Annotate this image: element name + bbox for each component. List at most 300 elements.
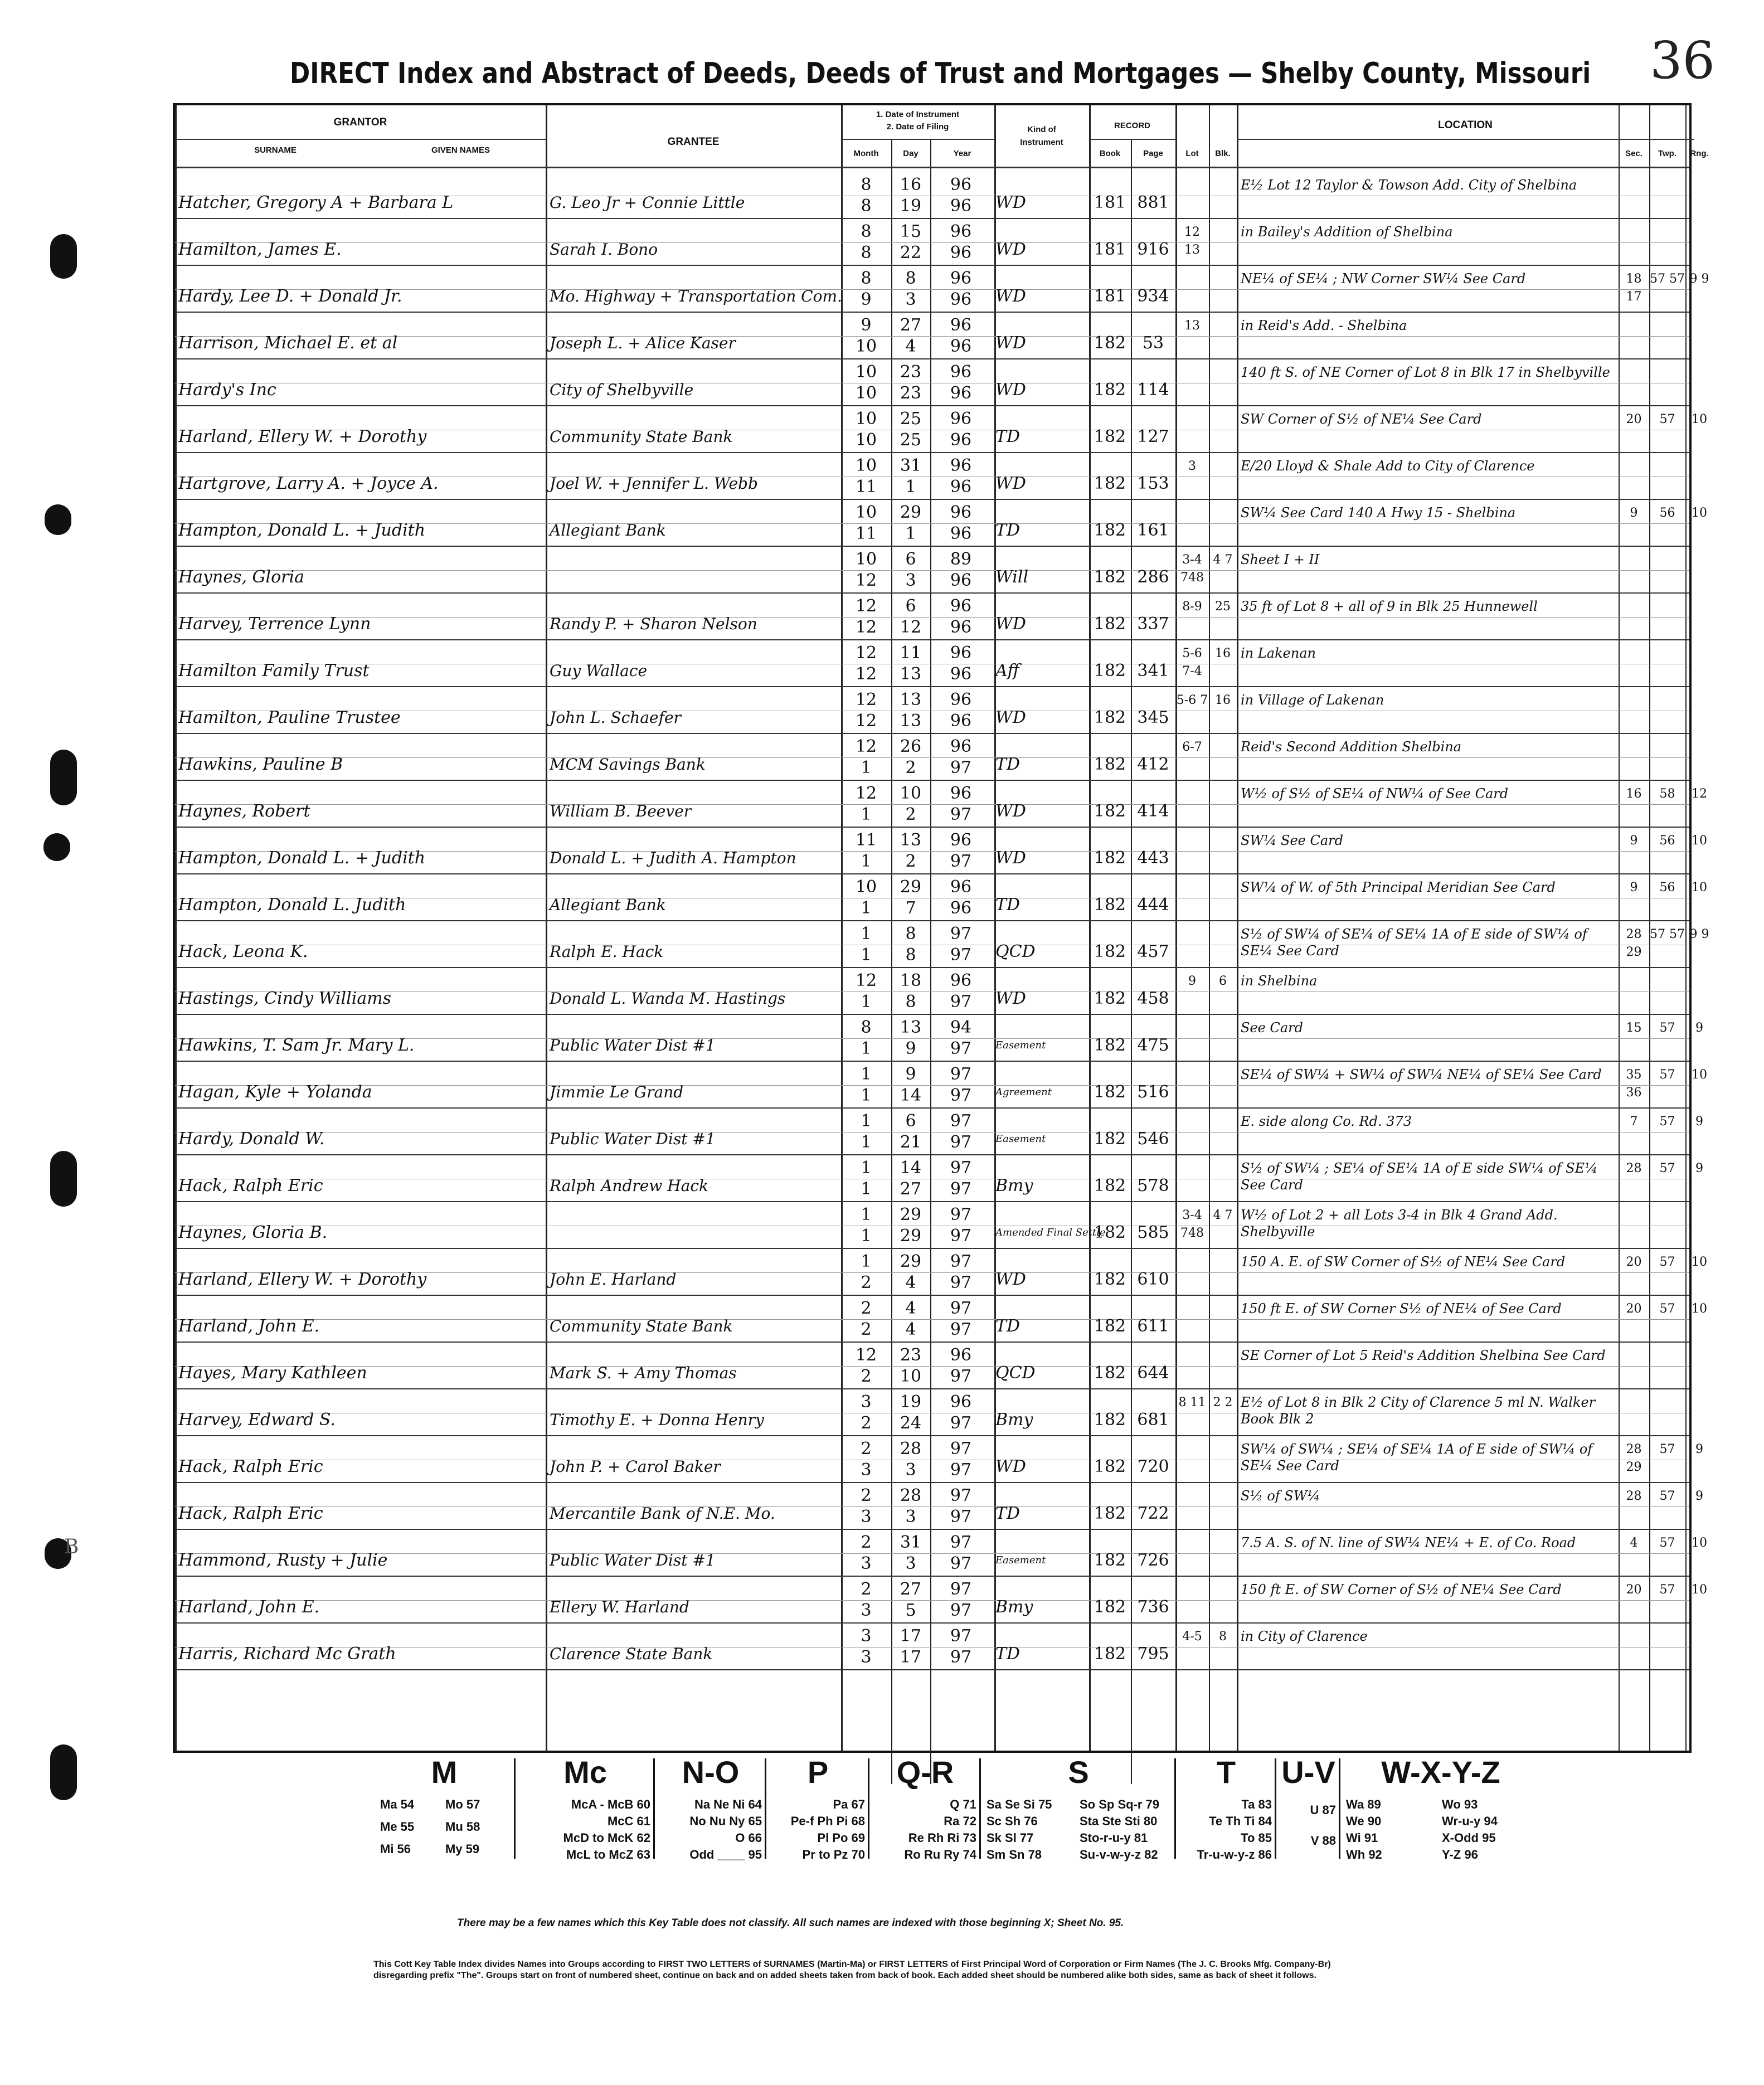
cell-d2: 3: [905, 290, 916, 309]
cell-grantor: Harvey, Terrence Lynn: [178, 614, 371, 634]
cell-kind: WD: [995, 989, 1026, 1008]
cell-d2: 29: [900, 1226, 922, 1246]
cell-grantee: G. Leo Jr + Connie Little: [550, 193, 745, 212]
cell-m: 12: [855, 643, 877, 663]
table-row: [175, 594, 1689, 640]
cell-blk: 16: [1215, 647, 1231, 660]
cell-m: 1: [861, 1158, 872, 1178]
cell-loc: SW¼ See Card: [1241, 833, 1343, 848]
cell-y2: 96: [950, 898, 972, 918]
cell-grantee: Joseph L. + Alice Kaser: [550, 334, 736, 352]
table-row: [175, 1109, 1703, 1155]
cell-page: 578: [1137, 1176, 1169, 1195]
key-group-letter: Mc: [563, 1754, 607, 1790]
cell-m2: 1: [861, 898, 872, 918]
cell-book: 181: [1094, 193, 1126, 212]
cell-m: 12: [855, 1345, 877, 1365]
key-group-item: We 90: [1346, 1814, 1382, 1828]
cell-grantee: Donald L. Wanda M. Hastings: [550, 989, 786, 1008]
cell-kind: Aff: [995, 661, 1019, 681]
dates-header-1: 1. Date of Instrument: [876, 110, 960, 119]
cell-grantee: John P. + Carol Baker: [550, 1457, 721, 1476]
cell-loc: 150 A. E. of SW Corner of S½ of NE¼ See Card: [1241, 1254, 1566, 1270]
cell-twp: 57: [1659, 1536, 1675, 1550]
cell-m2: 2: [861, 1413, 872, 1433]
cell-sec: 9: [1630, 834, 1638, 848]
cell-grantee: Ralph E. Hack: [550, 942, 664, 961]
cell-grantee: Mo. Highway + Transportation Com.: [550, 287, 842, 305]
cell-lot: 8-9: [1182, 600, 1202, 614]
cell-grantee: Timothy E. + Donna Henry: [550, 1411, 764, 1429]
cell-book: 182: [1094, 1363, 1126, 1383]
cell-sec: 20: [1626, 412, 1642, 426]
cell-d: 10: [900, 784, 922, 803]
cell-d2: 3: [905, 1554, 916, 1573]
cell-d: 29: [900, 1205, 922, 1224]
cell-grantor: Haynes, Gloria: [178, 567, 304, 587]
cell-kind: WD: [995, 380, 1026, 400]
cell-y2: 97: [950, 1460, 972, 1480]
cell-rng: 10: [1692, 1583, 1707, 1597]
binder-hole: [50, 750, 77, 805]
cell-m2: 3: [861, 1554, 872, 1573]
key-group-item: Wa 89: [1346, 1797, 1381, 1811]
margin-note: B: [64, 1535, 79, 1558]
cell-d: 8: [905, 269, 916, 288]
cell-loc: E. side along Co. Rd. 373: [1241, 1114, 1412, 1129]
cell-m: 2: [861, 1439, 872, 1459]
cell-d2: 14: [900, 1086, 922, 1105]
cell-d: 16: [900, 175, 922, 195]
key-group-letter: S: [1068, 1754, 1089, 1790]
cell-d2: 3: [905, 1460, 916, 1480]
table-row: [175, 1062, 1707, 1109]
given-names-header: GIVEN NAMES: [431, 145, 490, 155]
table-row: [175, 734, 1689, 781]
cell-grantor: Hack, Ralph Eric: [178, 1457, 323, 1476]
cell-m2: 3: [861, 1460, 872, 1480]
cell-sec: 7: [1630, 1115, 1638, 1129]
cell-d2: 21: [900, 1133, 922, 1152]
cell-blk: 8: [1219, 1630, 1227, 1644]
cell-d2: 4: [905, 337, 916, 356]
cell-d2: 22: [900, 243, 922, 263]
cell-m: 12: [855, 737, 877, 756]
cell-page: 153: [1137, 474, 1169, 493]
key-group-item: Sc Sh 76: [987, 1814, 1038, 1828]
table-row: [175, 1343, 1689, 1389]
cell-rng: 10: [1692, 1255, 1707, 1269]
cell-book: 182: [1094, 989, 1126, 1008]
cell-d: 27: [900, 1579, 922, 1599]
cell-m2: 1: [861, 1086, 872, 1105]
cell-d2: 4: [905, 1320, 916, 1339]
cell-lot: 3-4 748: [1180, 553, 1204, 585]
cell-grantee: MCM Savings Bank: [550, 755, 706, 774]
cell-y2: 96: [950, 290, 972, 309]
cell-sec: 18 17: [1626, 272, 1642, 304]
key-group: [514, 1754, 655, 1862]
cell-sec: 20: [1626, 1255, 1642, 1269]
cell-book: 182: [1094, 1597, 1126, 1617]
cell-rng: 10: [1692, 881, 1707, 895]
key-group-item: Q 71: [950, 1797, 976, 1811]
cell-page: 610: [1137, 1270, 1169, 1289]
cell-page: 286: [1137, 567, 1169, 587]
cell-d2: 1: [905, 524, 916, 543]
cell-page: 644: [1137, 1363, 1169, 1383]
cell-loc: SW¼ of W. of 5th Principal Meridian See Card: [1241, 879, 1556, 895]
cell-d2: 24: [900, 1413, 922, 1433]
cell-m: 12: [855, 971, 877, 990]
cell-y: 96: [950, 877, 972, 897]
table-row: [175, 687, 1689, 734]
cell-grantor: Harland, John E.: [178, 1316, 320, 1336]
cell-y2: 97: [950, 1601, 972, 1620]
cell-m: 1: [861, 1205, 872, 1224]
cell-d2: 12: [900, 618, 922, 637]
cell-grantor: Hampton, Donald L. + Judith: [178, 521, 426, 540]
cell-twp: 57: [1659, 1442, 1675, 1456]
cell-m: 8: [861, 222, 872, 241]
cell-page: 546: [1137, 1129, 1169, 1149]
cell-d2: 23: [900, 383, 922, 403]
cell-book: 182: [1094, 474, 1126, 493]
cell-page: 722: [1137, 1504, 1169, 1523]
cell-grantor: Haynes, Robert: [178, 801, 310, 821]
table-row: [175, 1624, 1689, 1670]
cell-y2: 97: [950, 1554, 972, 1573]
cell-book: 182: [1094, 333, 1126, 353]
cell-d2: 27: [900, 1179, 922, 1199]
cell-sec: 16: [1626, 787, 1642, 801]
cell-m: 2: [861, 1299, 872, 1318]
cell-y: 96: [950, 1345, 972, 1365]
cell-loc: See Card: [1241, 1020, 1303, 1036]
cell-d2: 5: [905, 1601, 916, 1620]
cell-kind: TD: [995, 895, 1021, 915]
key-group-item: Ma 54: [380, 1797, 415, 1811]
cell-kind: WD: [995, 474, 1026, 493]
cell-grantor: Harvey, Edward S.: [178, 1410, 336, 1430]
table-row: [175, 921, 1709, 968]
cell-y2: 96: [950, 618, 972, 637]
cell-book: 182: [1094, 380, 1126, 400]
key-group-item: Pe-f Ph Pi 68: [790, 1814, 865, 1828]
cell-grantor: Hagan, Kyle + Yolanda: [178, 1082, 372, 1102]
cell-book: 182: [1094, 708, 1126, 727]
key-group: [1339, 1754, 1541, 1862]
blk-header: Blk.: [1215, 149, 1231, 158]
cell-blk: 6: [1219, 974, 1227, 988]
cell-lot: 12 13: [1184, 225, 1200, 257]
key-group-letter: Q-R: [896, 1754, 954, 1790]
cell-y: 96: [950, 596, 972, 616]
cell-blk: 2 2: [1213, 1396, 1233, 1410]
key-group: [979, 1754, 1176, 1862]
cell-grantor: Hampton, Donald L. Judith: [178, 895, 406, 915]
cell-page: 161: [1137, 521, 1169, 540]
key-group: [1275, 1754, 1340, 1859]
cell-d2: 8: [905, 992, 916, 1012]
cell-page: 457: [1137, 942, 1169, 961]
cell-m2: 1: [861, 1133, 872, 1152]
cell-m2: 3: [861, 1507, 872, 1527]
table-row: [175, 313, 1689, 359]
binder-hole: [50, 234, 77, 279]
cell-loc: E½ Lot 12 Taylor & Towson Add. City of Shelbina: [1241, 177, 1577, 193]
cell-d2: 25: [900, 430, 922, 450]
cell-kind: Bmy: [995, 1176, 1033, 1195]
table-row: [175, 1249, 1707, 1296]
table-row: [175, 1530, 1707, 1577]
cell-twp: 57: [1659, 1068, 1675, 1082]
cell-book: 182: [1094, 661, 1126, 681]
cell-sec: 9: [1630, 506, 1638, 520]
cell-y2: 96: [950, 524, 972, 543]
key-group-item: McD to McK 62: [563, 1831, 650, 1845]
cell-y2: 96: [950, 664, 972, 684]
cell-grantor: Hardy, Lee D. + Donald Jr.: [178, 286, 402, 306]
binder-hole: [43, 833, 70, 861]
cell-page: 726: [1137, 1551, 1169, 1570]
cell-kind: Bmy: [995, 1410, 1033, 1430]
day-header: Day: [903, 149, 919, 158]
cell-grantee: Ralph Andrew Hack: [550, 1177, 708, 1195]
cell-d2: 3: [905, 1507, 916, 1527]
cell-rng: 9 9: [1689, 272, 1709, 286]
cell-y: 97: [950, 1111, 972, 1131]
cell-lot: 4-5: [1182, 1630, 1202, 1644]
cell-d2: 17: [900, 1647, 922, 1667]
cell-y: 89: [950, 550, 972, 569]
cell-m2: 9: [861, 290, 872, 309]
cell-m2: 2: [861, 1320, 872, 1339]
key-group-item: V 88: [1310, 1834, 1336, 1848]
key-group-item: Pr to Pz 70: [802, 1848, 865, 1862]
key-group-item: Mo 57: [445, 1797, 480, 1811]
cell-grantor: Hamilton Family Trust: [178, 661, 370, 681]
cell-d: 23: [900, 362, 922, 382]
cell-lot: 3: [1188, 459, 1196, 473]
table-row: [175, 359, 1689, 406]
key-group-letter: U-V: [1281, 1754, 1335, 1790]
cell-grantor: Hastings, Cindy Williams: [178, 989, 392, 1008]
cell-d2: 4: [905, 1273, 916, 1292]
month-header: Month: [853, 149, 879, 158]
cell-rng: 9: [1695, 1489, 1703, 1503]
cell-m2: 1: [861, 945, 872, 965]
year-header: Year: [953, 149, 971, 158]
cell-y2: 97: [950, 1647, 972, 1667]
cell-rng: 10: [1692, 412, 1707, 426]
cell-twp: 57: [1659, 1489, 1675, 1503]
table-row: [175, 828, 1707, 874]
cell-m: 10: [855, 409, 877, 429]
cell-twp: 58: [1659, 787, 1675, 801]
cell-sec: 9: [1630, 881, 1638, 895]
cell-m2: 2: [861, 1273, 872, 1292]
table-row: [175, 781, 1707, 828]
cell-m2: 10: [855, 430, 877, 450]
key-group-letter: N-O: [682, 1754, 740, 1790]
key-group-item: Ro Ru Ry 74: [904, 1848, 976, 1862]
key-group-item: McL to McZ 63: [566, 1848, 650, 1862]
table-row: [175, 547, 1689, 594]
cell-sec: 20: [1626, 1302, 1642, 1316]
cell-loc: S½ of SW¼ ; SE¼ of SE¼ 1A of E side SW¼ of SE¼ See Card: [1241, 1160, 1598, 1193]
cell-kind: WD: [995, 286, 1026, 306]
cell-kind: WD: [995, 708, 1026, 727]
cell-y: 96: [950, 456, 972, 475]
cell-lot: 3-4 748: [1180, 1208, 1204, 1240]
cell-grantor: Harland, Ellery W. + Dorothy: [178, 427, 427, 446]
cell-grantee: Mercantile Bank of N.E. Mo.: [550, 1504, 775, 1523]
cell-grantee: Guy Wallace: [550, 662, 648, 680]
cell-y: 97: [950, 1299, 972, 1318]
table-row: [175, 1389, 1689, 1436]
cell-grantee: John L. Schaefer: [550, 708, 681, 727]
cell-d2: 8: [905, 945, 916, 965]
cell-d2: 13: [900, 664, 922, 684]
cell-kind: QCD: [995, 1363, 1036, 1383]
cell-book: 182: [1094, 1082, 1126, 1102]
cell-d2: 7: [905, 898, 916, 918]
cell-page: 414: [1137, 801, 1169, 821]
key-group-item: Ta 83: [1241, 1797, 1272, 1811]
cell-d: 23: [900, 1345, 922, 1365]
cell-loc: SW Corner of S½ of NE¼ See Card: [1241, 411, 1482, 427]
key-group-item: Te Th Ti 84: [1209, 1814, 1272, 1828]
cell-page: 736: [1137, 1597, 1169, 1617]
cell-grantor: Hayes, Mary Kathleen: [178, 1363, 367, 1383]
cell-grantee: Allegiant Bank: [550, 896, 666, 914]
cell-rng: 12: [1692, 787, 1707, 801]
cell-d: 8: [905, 924, 916, 944]
key-group-item: Wh 92: [1346, 1848, 1382, 1862]
cell-page: 412: [1137, 755, 1169, 774]
cell-d2: 9: [905, 1039, 916, 1058]
cell-blk: 4 7: [1213, 1208, 1233, 1222]
binder-hole: [45, 504, 71, 535]
cell-book: 181: [1094, 286, 1126, 306]
cell-m2: 12: [855, 571, 877, 590]
table-row: [175, 406, 1707, 453]
key-group: [868, 1754, 981, 1862]
cell-page: 341: [1137, 661, 1169, 681]
key-group-item: Sk Sl 77: [987, 1831, 1034, 1845]
cell-kind: TD: [995, 427, 1021, 446]
cell-d: 28: [900, 1486, 922, 1505]
cell-grantee: Donald L. + Judith A. Hampton: [550, 849, 796, 867]
table-row: [175, 219, 1689, 266]
cell-kind: Bmy: [995, 1597, 1033, 1617]
cell-page: 114: [1137, 380, 1169, 400]
key-group-item: My 59: [445, 1842, 480, 1856]
cell-page: 681: [1137, 1410, 1169, 1430]
cell-page: 934: [1137, 286, 1169, 306]
cell-lot: 9: [1188, 974, 1196, 988]
cell-grantee: Public Water Dist #1: [550, 1130, 716, 1148]
cell-page: 516: [1137, 1082, 1169, 1102]
cell-sec: 35 36: [1626, 1068, 1642, 1100]
cell-kind: Easement: [995, 1554, 1046, 1566]
cell-kind: QCD: [995, 942, 1036, 961]
cell-d: 31: [900, 456, 922, 475]
cell-m: 8: [861, 1018, 872, 1037]
rng-header: Rng.: [1690, 149, 1709, 158]
cell-m2: 8: [861, 196, 872, 216]
cell-m: 9: [861, 315, 872, 335]
grantor-header: GRANTOR: [333, 116, 387, 128]
cell-m2: 11: [855, 524, 877, 543]
cell-page: 53: [1142, 333, 1164, 353]
cell-kind: Easement: [995, 1133, 1046, 1145]
cell-m: 8: [861, 269, 872, 288]
cell-y2: 97: [950, 945, 972, 965]
cell-d: 19: [900, 1392, 922, 1412]
cell-m: 11: [855, 830, 877, 850]
cell-twp: 57: [1659, 1583, 1675, 1597]
footer-line-1: This Cott Key Table Index divides Names into Groups according to FIRST TWO LETTERS of SURNAMES (Martin-Ma) or FIRST LETTERS of First Principal Word of Corporation or Firm Names (The J. C. Brooks Mfg. Company-Br): [373, 1960, 1331, 1969]
cell-twp: 57: [1659, 1302, 1675, 1316]
cell-kind: TD: [995, 755, 1021, 774]
cell-book: 182: [1094, 1551, 1126, 1570]
key-group-item: Odd ____ 95: [689, 1848, 762, 1862]
cell-y: 96: [950, 175, 972, 195]
cell-y2: 97: [950, 1367, 972, 1386]
cell-sec: 28: [1626, 1161, 1642, 1175]
cell-sec: 20: [1626, 1583, 1642, 1597]
binder-hole: [50, 1744, 77, 1800]
cell-page: 443: [1137, 848, 1169, 868]
cell-loc: SW¼ See Card 140 A Hwy 15 - Shelbina: [1241, 505, 1516, 521]
key-group-item: U 87: [1310, 1803, 1336, 1817]
cell-kind: WD: [995, 848, 1026, 868]
cell-y2: 97: [950, 1086, 972, 1105]
key-group-item: Pa 67: [833, 1797, 865, 1811]
cell-m: 10: [855, 503, 877, 522]
cell-lot: 8 11: [1178, 1396, 1206, 1410]
cell-loc: Sheet I + II: [1241, 552, 1320, 567]
grantee-header: GRANTEE: [667, 136, 720, 148]
cell-y: 96: [950, 409, 972, 429]
cell-grantor: Hatcher, Gregory A + Barbara L: [178, 193, 454, 212]
sec-header: Sec.: [1625, 149, 1642, 158]
key-group-item: Re Rh Ri 73: [908, 1831, 976, 1845]
cell-book: 182: [1094, 1223, 1126, 1242]
cell-rng: 9: [1695, 1442, 1703, 1456]
cell-twp: 56: [1659, 834, 1675, 848]
ledger-table: [173, 103, 1709, 1753]
cell-kind: Will: [995, 567, 1029, 587]
cell-y2: 96: [950, 196, 972, 216]
cell-y: 96: [950, 737, 972, 756]
footer-text: [373, 1959, 1555, 1981]
cell-m: 12: [855, 690, 877, 709]
cell-kind: WD: [995, 1457, 1026, 1476]
cell-page: 444: [1137, 895, 1169, 915]
key-group-letter: P: [807, 1754, 829, 1790]
cell-lot: 6-7: [1182, 740, 1202, 754]
cell-loc: 150 ft E. of SW Corner S½ of NE¼ of See Card: [1241, 1301, 1562, 1316]
cell-d: 29: [900, 877, 922, 897]
cell-loc: in Shelbina: [1241, 973, 1318, 989]
cell-y2: 97: [950, 852, 972, 871]
cell-kind: WD: [995, 333, 1026, 353]
cell-loc: S½ of SW¼ of SE¼ of SE¼ 1A of E side of SW¼ of SE¼ See Card: [1241, 926, 1587, 959]
cell-kind: TD: [995, 1644, 1021, 1664]
